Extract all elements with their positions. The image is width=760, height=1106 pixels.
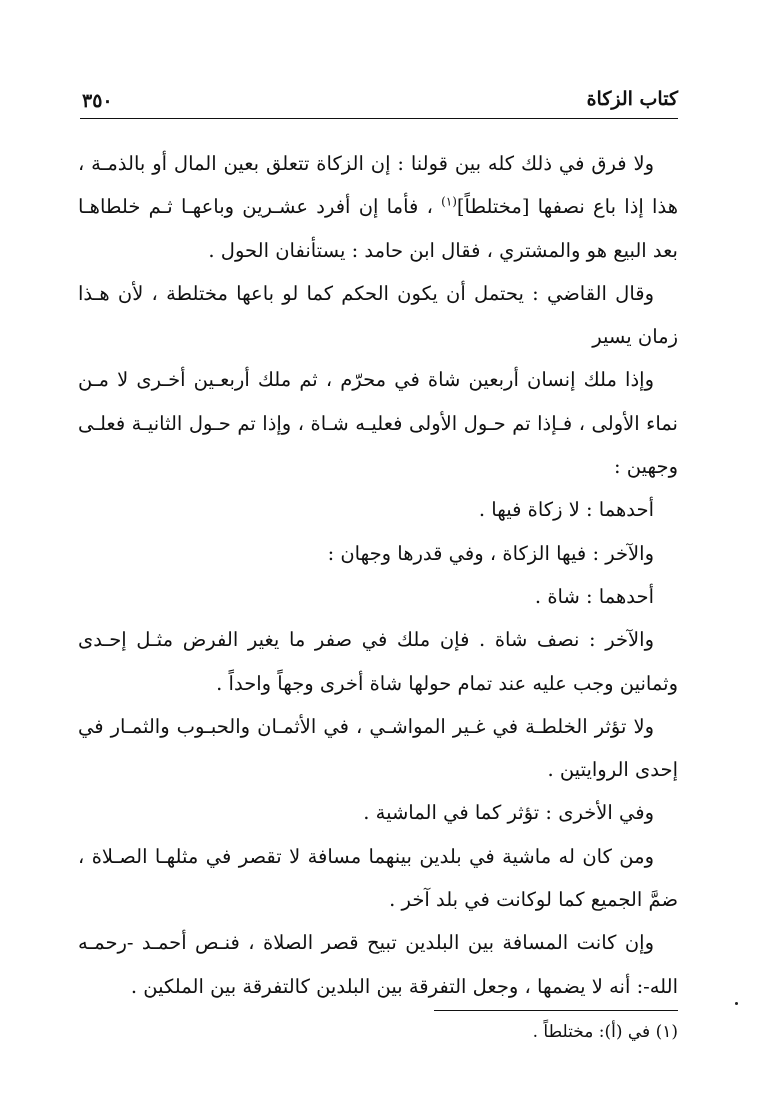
- stray-mark: [735, 1002, 738, 1005]
- page-number: ٣٥٠: [82, 90, 113, 112]
- paragraph: والآخر : فيها الزكاة ، وفي قدرها وجهان :: [327, 541, 654, 565]
- paragraph-text: ولا فرق في ذلك كله بين قولنا : إن الزكاة تتعلق بعين المال أو بالذمـة ، هذا إذا باع نصفها [مختلطاً]: [78, 152, 678, 219]
- paragraph: أحدهما : شاة .: [534, 584, 654, 608]
- page-header: [80, 84, 678, 119]
- footnote-divider: [434, 1010, 678, 1011]
- paragraph-text: ، فأما إن أفرد عشـرين وباعهـا ثـم خلطاهـا بعد البيع هو والمشتري ، فقال ابن حامد : يستأنفان الحول .: [78, 195, 678, 262]
- paragraph: ولا تؤثر الخلطـة في غـير المواشـي ، في الأثمـان والحبـوب والثمـار في إحدى الروايتين .: [78, 714, 678, 782]
- paragraph: [78, 142, 678, 272]
- footnote: (١) في (أ): مختلطاً .: [532, 1022, 678, 1042]
- paragraph: وقال القاضي : يحتمل أن يكون الحكم كما لو باعها مختلطة ، لأن هـذا زمان يسير: [78, 281, 678, 349]
- paragraph: وإذا ملك إنسان أربعين شاة في محرّم ، ثم ملك أربعـين أخـرى لا مـن نماء الأولى ، فـإذا تم حـول الأولى فعليـه شـاة ، وإذا تم حـول الثانيـة فعلـى وجهين :: [78, 368, 678, 479]
- paragraph: ومن كان له ماشية في بلدين بينهما مسافة لا تقصر في مثلهـا الصـلاة ، ضمَّ الجميع كما لوكانت في بلد آخر .: [78, 844, 678, 912]
- paragraph: أحدهما : لا زكاة فيها .: [478, 498, 654, 522]
- paragraph: وإن كانت المسافة بين البلدين تبيح قصر الصلاة ، فنـص أحمـد -رحمـه الله-: أنه لا يضمها ، وجعل التفرقة بين البلدين كالتفرقة بين الملكين .: [78, 931, 678, 998]
- paragraph: والآخر : نصف شاة . فإن ملك في صفر ما يغير الفرض مثـل إحـدى وثمانين وجب عليه عند تمام حولها شاة أخرى وجهاً واحداً .: [78, 628, 678, 695]
- footnote-reference: (١): [441, 194, 457, 209]
- body-text: [78, 142, 678, 1008]
- running-title: كتاب الزكاة: [586, 88, 678, 110]
- paragraph: وفي الأخرى : تؤثر كما في الماشية .: [363, 801, 654, 825]
